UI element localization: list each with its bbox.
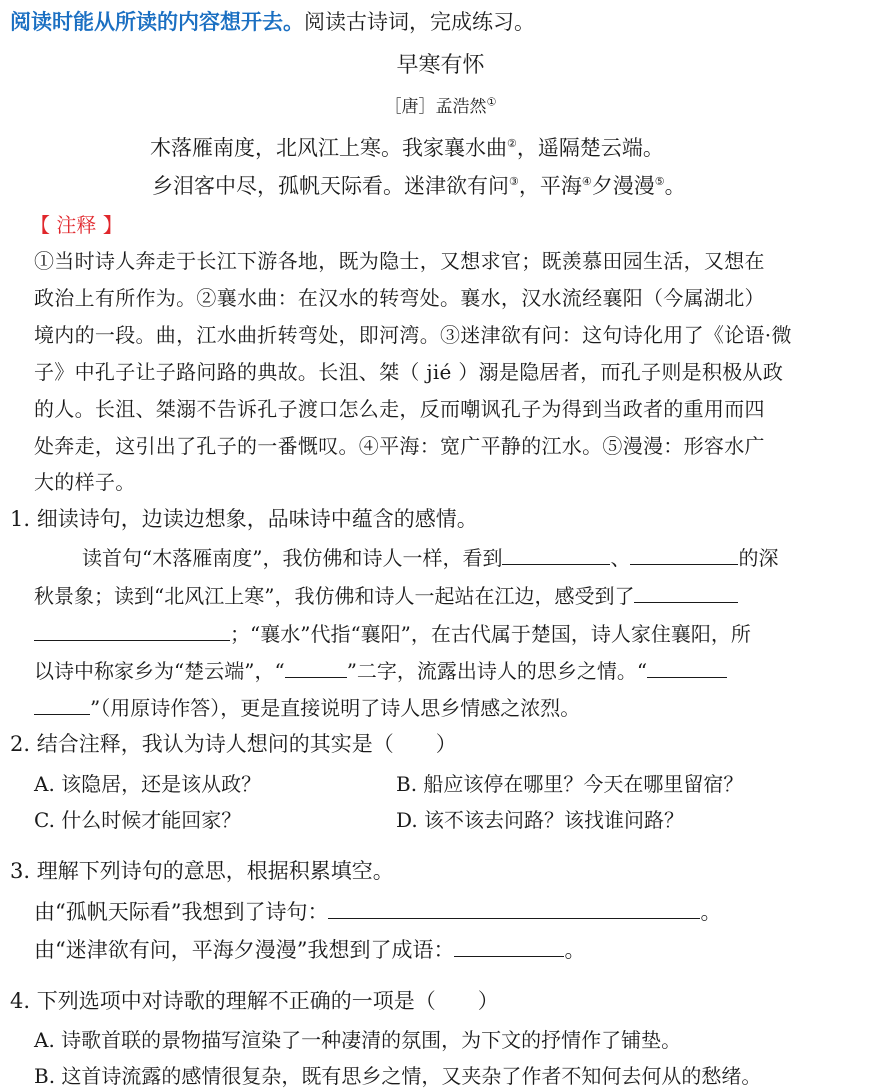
notes-heading: 【 注释 】 xyxy=(30,213,123,237)
q1-text: 秋景象；读到“北风江上寒”，我仿佛和诗人一起站在江边，感受到了 xyxy=(34,584,635,608)
instruction-highlight: 阅读时能从所读的内容想开去。 xyxy=(10,10,304,34)
answer-blank[interactable] xyxy=(285,659,347,678)
question-2: 2. 结合注释，我认为诗人想问的其实是（ ） xyxy=(10,732,457,756)
note-line: 政治上有所作为。②襄水曲：在汉水的转弯处。襄水，汉水流经襄阳（今属湖北） xyxy=(34,286,765,310)
poem-line-2-mark1: ③ xyxy=(509,175,519,188)
poem-line-2d: 。 xyxy=(664,174,686,198)
q3-line-2 xyxy=(34,934,585,964)
poem-line-2c: 夕漫漫 xyxy=(591,174,655,198)
poem-author xyxy=(0,92,881,117)
note-line: ①当时诗人奔走于长江下游各地，既为隐士，又想求官；既羡慕田园生活，又想在 xyxy=(34,249,765,273)
instruction xyxy=(10,6,535,36)
question-1: 1. 细读诗句，边读边想象，品味诗中蕴含的感情。 xyxy=(10,507,478,531)
q4-option-b[interactable]: B. 这首诗流露的感情很复杂，既有思乡之情，又夹杂了作者不知何去何从的愁绪。 xyxy=(34,1064,762,1088)
poem-line-1b: ，遥隔楚云端。 xyxy=(516,136,664,160)
q3-text: 由“迷津欲有问，平海夕漫漫”我想到了成语： xyxy=(34,938,455,962)
answer-blank[interactable] xyxy=(34,622,230,641)
poem-line-1-mark: ② xyxy=(507,137,517,150)
q2-option-c[interactable]: C. 什么时候才能回家？ xyxy=(34,808,242,832)
note-line: 处奔走，这引出了孔子的一番慨叹。④平海：宽广平静的江水。⑤漫漫：形容水广 xyxy=(34,434,765,458)
q3-text: 。 xyxy=(564,938,586,962)
poem-line-1 xyxy=(150,132,664,162)
poem-line-1a: 木落雁南度，北风江上寒。我家襄水曲 xyxy=(150,136,507,160)
q2-option-a[interactable]: A. 该隐居，还是该从政？ xyxy=(34,772,262,796)
question-4: 4. 下列选项中对诗歌的理解不正确的一项是（ ） xyxy=(10,989,499,1013)
poem-line-2-mark2: ④ xyxy=(581,175,592,188)
poem-title: 早寒有怀 xyxy=(396,53,485,78)
q1-text: 的深 xyxy=(738,546,779,570)
q1-text: ；“襄水”代指“襄阳”，在古代属于楚国，诗人家住襄阳，所 xyxy=(230,622,751,646)
q1-text: 以诗中称家乡为“楚云端”，“ xyxy=(34,659,285,683)
poem-line-2b: ，平海 xyxy=(518,174,582,198)
note-line: 大的样子。 xyxy=(34,470,136,494)
answer-blank[interactable] xyxy=(328,900,700,919)
poem-line-2-mark3: ⑤ xyxy=(654,175,665,188)
q1-line-5 xyxy=(34,692,580,721)
note-line: 境内的一段。曲，江水曲折转弯处，即河湾。③迷津欲有问：这句诗化用了《论语·微 xyxy=(34,323,792,347)
poem-author-mark: ① xyxy=(486,95,497,109)
q2-option-b[interactable]: B. 船应该停在哪里？今天在哪里留宿？ xyxy=(396,772,744,796)
instruction-text: 阅读古诗词，完成练习。 xyxy=(304,10,535,34)
answer-blank[interactable] xyxy=(34,696,90,715)
answer-blank[interactable] xyxy=(630,546,738,565)
q1-text: 读首句“木落雁南度”，我仿佛和诗人一样，看到 xyxy=(82,546,503,570)
poem-author-text: ［唐］孟浩然 xyxy=(384,97,487,117)
q1-line-2 xyxy=(34,580,738,609)
q3-text: 。 xyxy=(700,900,722,924)
answer-blank[interactable] xyxy=(634,584,738,603)
q3-text: 由“孤帆天际看”我想到了诗句： xyxy=(34,900,329,924)
note-line: 的人。长沮、桀溺不告诉孔子渡口怎么走，反而嘲讽孔子为得到当政者的重用而四 xyxy=(34,397,765,421)
q1-text: ”二字，流露出诗人的思乡之情。“ xyxy=(346,659,648,683)
q1-text: 、 xyxy=(610,546,631,570)
q1-text: ”（用原诗作答），更是直接说明了诗人思乡情感之浓烈。 xyxy=(90,696,581,720)
answer-blank[interactable] xyxy=(454,938,564,957)
q4-option-a[interactable]: A. 诗歌首联的景物描写渲染了一种凄清的氛围，为下文的抒情作了铺垫。 xyxy=(34,1028,682,1052)
poem-line-2 xyxy=(152,170,686,200)
note-line: 子》中孔子让子路问路的典故。长沮、桀（ jié ）溺是隐居者，而孔子则是积极从政 xyxy=(34,360,784,384)
answer-blank[interactable] xyxy=(502,546,610,565)
q1-line-3 xyxy=(34,618,751,647)
answer-blank[interactable] xyxy=(647,659,727,678)
poem-line-2a: 乡泪客中尽，孤帆天际看。迷津欲有问 xyxy=(152,174,509,198)
question-3: 3. 理解下列诗句的意思，根据积累填空。 xyxy=(10,859,394,883)
q2-option-d[interactable]: D. 该不该去问路？该找谁问路？ xyxy=(396,808,685,832)
q1-line-1 xyxy=(82,542,778,571)
q1-line-4 xyxy=(34,655,727,684)
q3-line-1 xyxy=(34,896,721,926)
